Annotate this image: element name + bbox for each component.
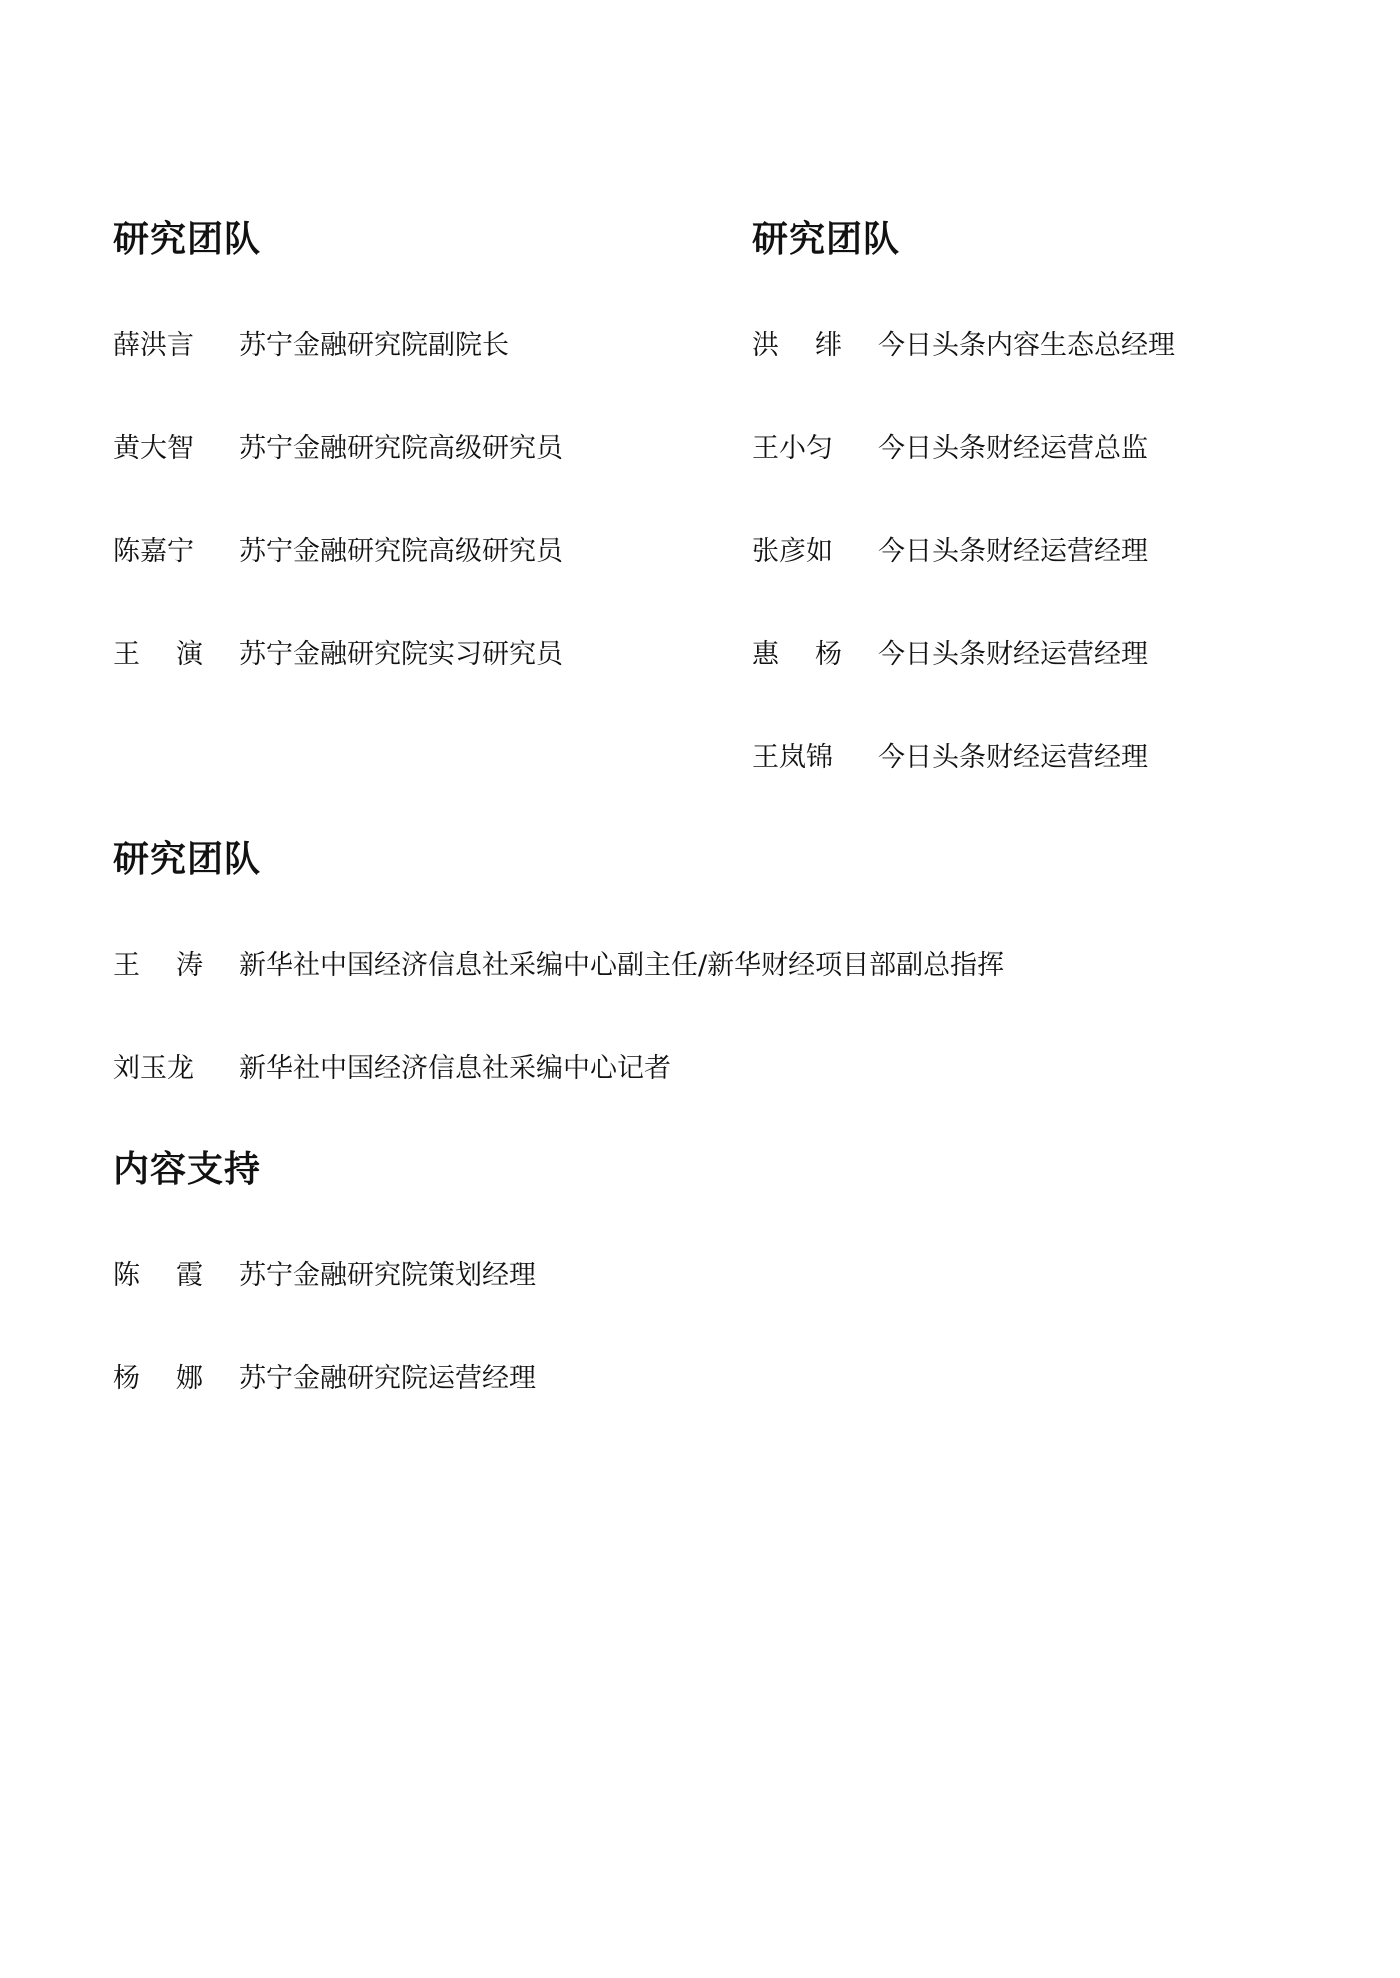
member-name: 王岚锦 [752,742,833,773]
member-row [752,740,1312,776]
member-name [113,1361,203,1397]
member-name-last: 娜 [176,1363,203,1394]
member-title: 苏宁金融研究院高级研究员 [239,433,563,464]
member-row [113,431,613,467]
member-title: 新华社中国经济信息社采编中心副主任/新华财经项目部副总指挥 [239,950,1005,981]
member-name-first: 陈 [113,1260,140,1291]
member-name-first: 杨 [113,1363,140,1394]
member-name [113,637,203,673]
member-title: 苏宁金融研究院高级研究员 [239,536,563,567]
section-heading-team-b: 研究团队 [752,219,901,260]
member-name: 薛洪言 [113,330,194,361]
member-title: 苏宁金融研究院策划经理 [239,1260,536,1291]
member-name: 王小匀 [752,433,833,464]
member-title: 今日头条内容生态总经理 [878,330,1175,361]
member-name: 陈嘉宁 [113,536,194,567]
member-row [113,1361,813,1397]
section-heading-team-a: 研究团队 [113,219,262,260]
member-name [113,948,203,984]
member-row [113,637,613,673]
member-row [752,431,1312,467]
member-name-last: 演 [176,639,203,670]
member-row [113,328,613,364]
member-title: 新华社中国经济信息社采编中心记者 [239,1053,671,1084]
member-name-first: 王 [113,639,140,670]
member-name [752,328,842,364]
member-name-first: 惠 [752,639,779,670]
member-name: 张彦如 [752,536,833,567]
section-heading-team-c: 研究团队 [113,839,262,880]
member-name [113,1258,203,1294]
member-name-last: 绯 [815,330,842,361]
member-title: 苏宁金融研究院实习研究员 [239,639,563,670]
member-name-last: 杨 [815,639,842,670]
member-title: 苏宁金融研究院副院长 [239,330,509,361]
member-row [113,534,613,570]
member-name: 黄大智 [113,433,194,464]
member-name-first: 洪 [752,330,779,361]
member-row [752,534,1312,570]
member-title: 今日头条财经运营总监 [878,433,1148,464]
member-name: 刘玉龙 [113,1053,194,1084]
member-row [113,1258,813,1294]
section-heading-content-support: 内容支持 [113,1149,262,1190]
member-row [752,328,1312,364]
member-name [752,637,842,673]
member-row [752,637,1312,673]
member-name-first: 王 [113,950,140,981]
member-row [113,1051,1263,1087]
member-name-last: 霞 [176,1260,203,1291]
member-title: 今日头条财经运营经理 [878,536,1148,567]
member-title: 今日头条财经运营经理 [878,639,1148,670]
member-name-last: 涛 [176,950,203,981]
member-row [113,948,1263,984]
member-title: 苏宁金融研究院运营经理 [239,1363,536,1394]
member-title: 今日头条财经运营经理 [878,742,1148,773]
